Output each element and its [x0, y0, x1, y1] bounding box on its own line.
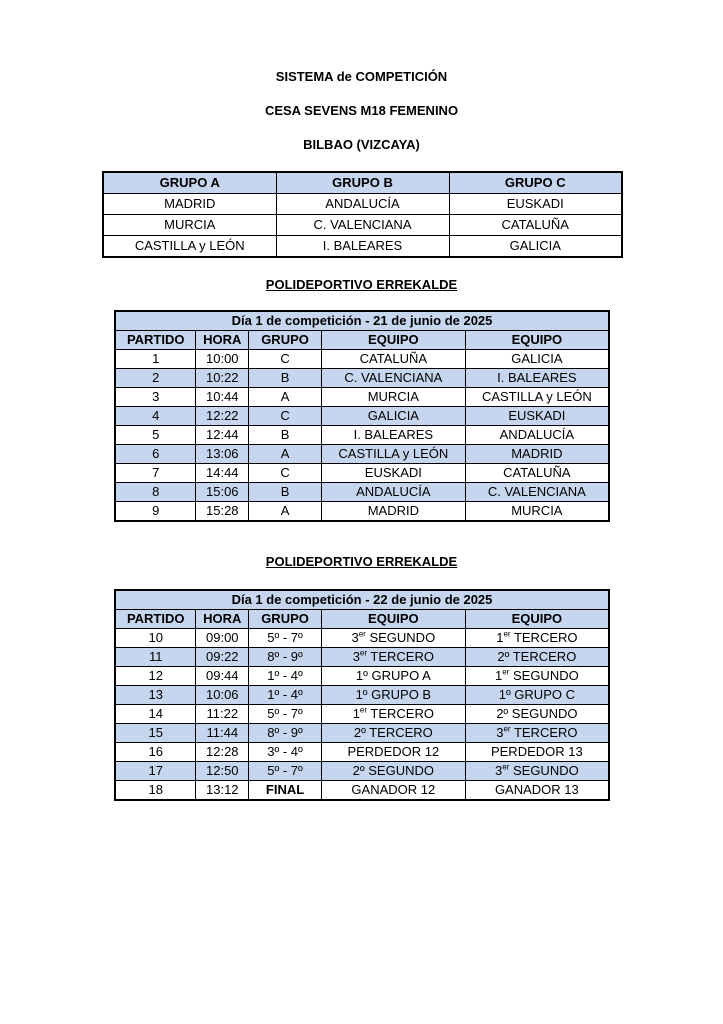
doc-title-line3: BILBAO (VIZCAYA)	[303, 137, 420, 152]
cell-text: 3	[496, 725, 504, 740]
match-cell: I. BALEARES	[465, 369, 609, 388]
match-cell: 10:00	[196, 350, 249, 369]
match-cell: A	[249, 388, 322, 407]
cell-text: 3	[351, 630, 359, 645]
match-cell: 10	[115, 629, 196, 648]
match-cell: 14:44	[196, 464, 249, 483]
column-header: EQUIPO	[465, 331, 609, 350]
match-cell: 1º GRUPO B	[321, 686, 465, 705]
match-cell: MADRID	[465, 445, 609, 464]
groups-row	[103, 194, 622, 215]
ordinal-suffix: er	[358, 629, 366, 639]
cell-text: 3	[495, 763, 503, 778]
match-cell: 09:44	[196, 667, 249, 686]
column-header: PARTIDO	[115, 331, 196, 350]
match-row	[115, 743, 609, 762]
group-header: GRUPO C	[449, 172, 622, 194]
schedule-title-row	[115, 311, 609, 331]
match-cell: 10:44	[196, 388, 249, 407]
match-cell: MADRID	[321, 502, 465, 522]
match-cell: 8º - 9º	[249, 648, 322, 667]
match-cell: 9	[115, 502, 196, 522]
column-header: HORA	[196, 331, 249, 350]
schedule-columns-row	[115, 331, 609, 350]
match-cell: A	[249, 502, 322, 522]
match-row	[115, 667, 609, 686]
match-cell: 1	[115, 350, 196, 369]
match-cell: 4	[115, 407, 196, 426]
match-cell: MURCIA	[465, 502, 609, 522]
match-cell: A	[249, 445, 322, 464]
match-cell: 12:28	[196, 743, 249, 762]
ordinal-suffix: er	[359, 705, 368, 715]
match-cell: FINAL	[249, 781, 322, 801]
match-cell: 6	[115, 445, 196, 464]
match-cell: 09:00	[196, 629, 249, 648]
match-cell	[321, 648, 465, 667]
group-team: GALICIA	[449, 236, 622, 258]
cell-text: SEGUNDO	[509, 668, 579, 683]
match-cell: 13:06	[196, 445, 249, 464]
match-cell: 2º TERCERO	[321, 724, 465, 743]
match-cell: I. BALEARES	[321, 426, 465, 445]
match-cell: 12:22	[196, 407, 249, 426]
match-cell: 2	[115, 369, 196, 388]
match-cell	[321, 629, 465, 648]
cell-text: 1	[352, 706, 360, 721]
cell-text: 3	[352, 649, 360, 664]
match-row	[115, 426, 609, 445]
groups-table	[102, 171, 623, 258]
match-cell: 13	[115, 686, 196, 705]
match-cell: CASTILLA y LEÓN	[321, 445, 465, 464]
match-row	[115, 445, 609, 464]
schedule-title-row	[115, 590, 609, 610]
cell-text: 1	[495, 668, 503, 683]
column-header: EQUIPO	[465, 610, 609, 629]
match-cell: C	[249, 350, 322, 369]
match-cell: B	[249, 483, 322, 502]
match-cell: PERDEDOR 12	[321, 743, 465, 762]
match-cell: C	[249, 407, 322, 426]
column-header: EQUIPO	[321, 331, 465, 350]
venue-day2: POLIDEPORTIVO ERREKALDE	[265, 554, 458, 569]
match-cell: ANDALUCÍA	[465, 426, 609, 445]
match-row	[115, 648, 609, 667]
match-cell: B	[249, 369, 322, 388]
match-row	[115, 369, 609, 388]
match-cell: C	[249, 464, 322, 483]
match-row	[115, 629, 609, 648]
match-row	[115, 350, 609, 369]
ordinal-suffix: er	[503, 724, 511, 734]
group-header: GRUPO B	[276, 172, 449, 194]
match-cell: 5	[115, 426, 196, 445]
match-cell: EUSKADI	[321, 464, 465, 483]
match-cell: 17	[115, 762, 196, 781]
schedule-title: Día 1 de competición - 21 de junio de 2025	[115, 311, 609, 331]
column-header: GRUPO	[249, 610, 322, 629]
match-cell: 2º SEGUNDO	[321, 762, 465, 781]
match-cell: 3º - 4º	[249, 743, 322, 762]
match-cell: CATALUÑA	[465, 464, 609, 483]
match-cell: 1º - 4º	[249, 667, 322, 686]
group-team: MADRID	[103, 194, 276, 215]
match-row	[115, 502, 609, 522]
match-cell: EUSKADI	[465, 407, 609, 426]
group-team: CASTILLA y LEÓN	[103, 236, 276, 258]
ordinal-suffix: er	[502, 667, 510, 677]
match-cell: 8º - 9º	[249, 724, 322, 743]
match-cell: 2º TERCERO	[465, 648, 609, 667]
match-cell: 15	[115, 724, 196, 743]
groups-header-row	[103, 172, 622, 194]
match-cell: 1º - 4º	[249, 686, 322, 705]
match-cell: 16	[115, 743, 196, 762]
group-team: I. BALEARES	[276, 236, 449, 258]
group-team: CATALUÑA	[449, 215, 622, 236]
cell-text: TERCERO	[510, 630, 578, 645]
match-row	[115, 407, 609, 426]
match-cell: 5º - 7º	[249, 762, 322, 781]
match-cell: 1º GRUPO A	[321, 667, 465, 686]
match-cell: 2º SEGUNDO	[465, 705, 609, 724]
schedule-table-day1	[114, 310, 610, 522]
match-cell: B	[249, 426, 322, 445]
group-team: ANDALUCÍA	[276, 194, 449, 215]
column-header: EQUIPO	[321, 610, 465, 629]
groups-row	[103, 236, 622, 258]
match-cell: 15:06	[196, 483, 249, 502]
group-team: EUSKADI	[449, 194, 622, 215]
match-cell	[465, 724, 609, 743]
ordinal-suffix: er	[359, 648, 368, 658]
match-cell: CATALUÑA	[321, 350, 465, 369]
match-cell: GANADOR 12	[321, 781, 465, 801]
ordinal-suffix: er	[502, 762, 510, 772]
match-row	[115, 724, 609, 743]
match-cell: 8	[115, 483, 196, 502]
match-cell: 11	[115, 648, 196, 667]
match-row	[115, 464, 609, 483]
cell-text: TERCERO	[510, 725, 578, 740]
cell-text: TERCERO	[367, 649, 434, 664]
match-cell: GALICIA	[465, 350, 609, 369]
cell-text: 1	[496, 630, 504, 645]
match-row	[115, 781, 609, 801]
match-cell: 18	[115, 781, 196, 801]
match-cell: GALICIA	[321, 407, 465, 426]
match-cell: 12:50	[196, 762, 249, 781]
match-cell: 12:44	[196, 426, 249, 445]
match-cell	[321, 705, 465, 724]
doc-title-line1: SISTEMA de COMPETICIÓN	[275, 69, 448, 84]
cell-text: TERCERO	[367, 706, 434, 721]
match-cell: 12	[115, 667, 196, 686]
schedule-table-day2	[114, 589, 610, 801]
group-team: MURCIA	[103, 215, 276, 236]
match-cell: 1º GRUPO C	[465, 686, 609, 705]
match-cell: 11:22	[196, 705, 249, 724]
match-cell: CASTILLA y LEÓN	[465, 388, 609, 407]
doc-title-line2: CESA SEVENS M18 FEMENINO	[264, 103, 459, 118]
group-team: C. VALENCIANA	[276, 215, 449, 236]
match-cell	[465, 629, 609, 648]
match-row	[115, 705, 609, 724]
cell-text: SEGUNDO	[365, 630, 436, 645]
match-cell: C. VALENCIANA	[465, 483, 609, 502]
match-cell	[465, 667, 609, 686]
ordinal-suffix: er	[503, 629, 511, 639]
match-row	[115, 388, 609, 407]
match-row	[115, 686, 609, 705]
group-header: GRUPO A	[103, 172, 276, 194]
match-cell: 14	[115, 705, 196, 724]
match-cell: 5º - 7º	[249, 629, 322, 648]
match-cell: 10:22	[196, 369, 249, 388]
match-cell: PERDEDOR 13	[465, 743, 609, 762]
groups-row	[103, 215, 622, 236]
column-header: GRUPO	[249, 331, 322, 350]
match-row	[115, 762, 609, 781]
match-cell: ANDALUCÍA	[321, 483, 465, 502]
match-cell: 7	[115, 464, 196, 483]
match-cell	[465, 762, 609, 781]
cell-text: SEGUNDO	[509, 763, 579, 778]
match-cell: 3	[115, 388, 196, 407]
match-cell: GANADOR 13	[465, 781, 609, 801]
match-row	[115, 483, 609, 502]
venue-day1: POLIDEPORTIVO ERREKALDE	[265, 277, 458, 292]
match-cell: 13:12	[196, 781, 249, 801]
match-cell: C. VALENCIANA	[321, 369, 465, 388]
column-header: HORA	[196, 610, 249, 629]
match-cell: 09:22	[196, 648, 249, 667]
match-cell: 11:44	[196, 724, 249, 743]
match-cell: 15:28	[196, 502, 249, 522]
match-cell: MURCIA	[321, 388, 465, 407]
schedule-title: Día 1 de competición - 22 de junio de 2025	[115, 590, 609, 610]
match-cell: 5º - 7º	[249, 705, 322, 724]
match-cell: 10:06	[196, 686, 249, 705]
schedule-columns-row	[115, 610, 609, 629]
column-header: PARTIDO	[115, 610, 196, 629]
